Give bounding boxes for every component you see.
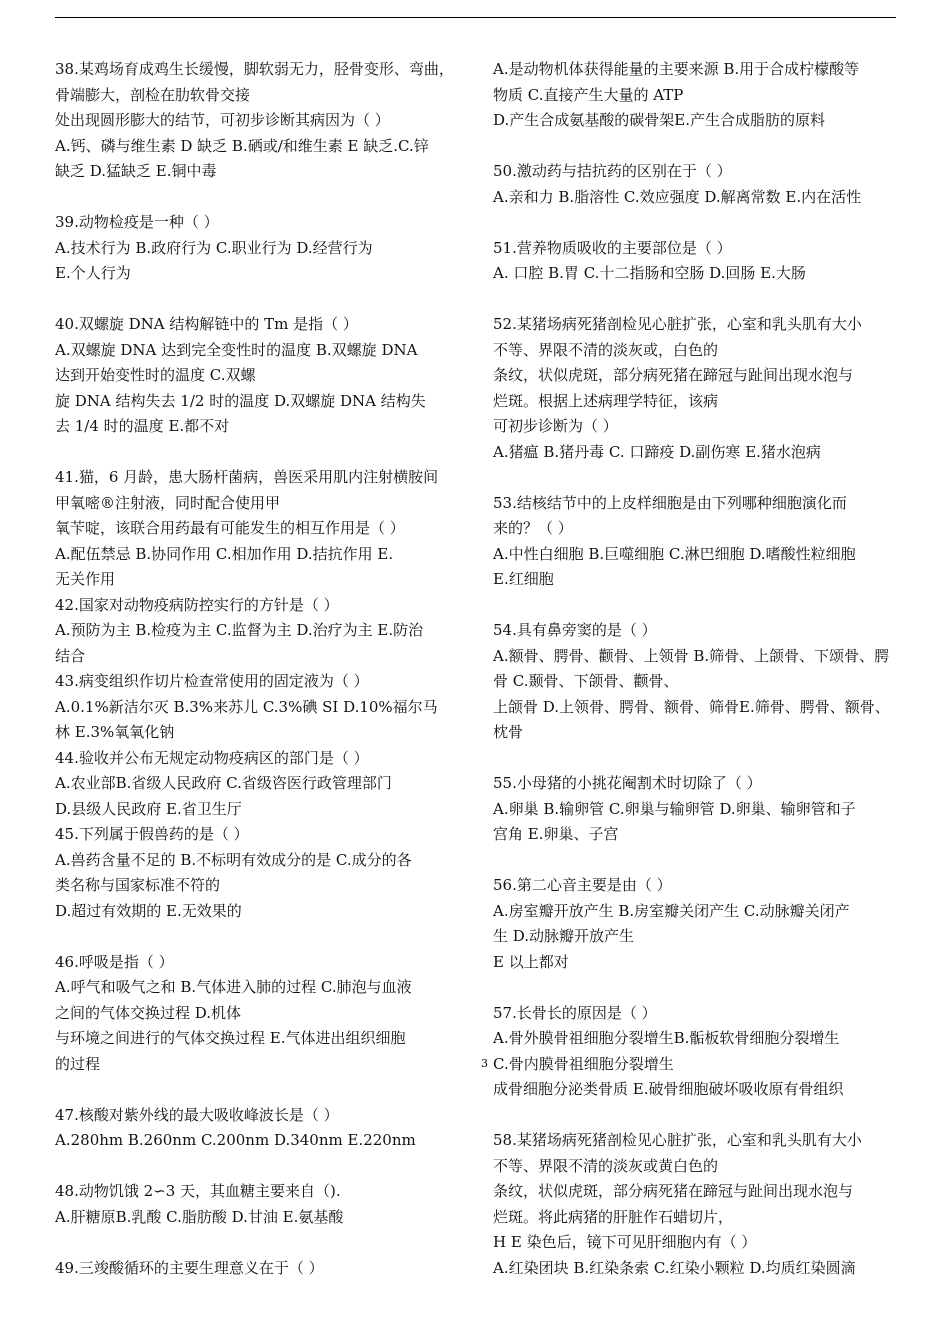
blank-line <box>493 287 913 313</box>
text-line: 缺乏 D.猛缺乏 E.铜中毒 <box>55 162 217 180</box>
text-line: 42.国家对动物疫病防控实行的方针是（ ） <box>55 595 339 614</box>
text-line: D.县级人民政府 E.省卫生厅 <box>55 799 242 818</box>
left-column <box>55 57 468 1281</box>
text-line: A.农业部B.省级人民政府 C.省级咨医行政管理部门 <box>55 774 392 792</box>
text-line: H E 染色后，镜下可见肝细胞内有（ ） <box>493 1233 757 1251</box>
text-line: 55.小母猪的小挑花阉割术时切除了（ ） <box>493 774 762 792</box>
text-line: 甲氧嘧®注射液，同时配合使用甲 <box>55 493 281 512</box>
blank-line <box>493 746 913 772</box>
blank-line <box>493 848 913 874</box>
text-line: 达到开始变性时的温度 C.双螺 <box>55 366 256 384</box>
text-line: 52.某猪场病死猪剖检见心脏扩张，心室和乳头肌有大小 <box>493 315 862 333</box>
text-line: A.亲和力 B.脂溶性 C.效应强度 D.解离常数 E.内在活性 <box>493 187 862 206</box>
text-line: 51.营养物质吸收的主要部位是（ ） <box>493 238 732 257</box>
blank-line <box>493 1103 913 1129</box>
text-line: 56.第二心音主要是由（ ） <box>493 876 672 894</box>
text-line: 氧苄啶，该联合用药最有可能发生的相互作用是（ ） <box>55 519 405 537</box>
text-line: 烂斑。根据上述病理学特征，该病 <box>493 391 719 410</box>
text-line: 去 1/4 时的温度 E.都不对 <box>55 417 230 435</box>
text-line: A.中性白细胞 B.巨噬细胞 C.淋巴细胞 D.嗜酸性粒细胞 <box>493 544 856 563</box>
text-line: 53.结核结节中的上皮样细胞是由下列哪种细胞演化而 <box>493 493 847 512</box>
text-line: 物质 C.直接产生大量的 ATP <box>493 85 684 104</box>
text-line: 处出现圆形膨大的结节，可初步诊断其病因为（ ） <box>55 111 390 129</box>
text-line: 烂斑。将此病猪的肝脏作石蜡切片， <box>493 1207 734 1226</box>
blank-line <box>55 185 468 211</box>
text-line: 57.长骨长的原因是（ ） <box>493 1003 657 1022</box>
text-line: 49.三竣酸循环的主要生理意义在于（ ） <box>55 1258 324 1277</box>
text-line: A.兽药含量不足的 B.不标明有效成分的是 C.成分的各 <box>55 850 412 869</box>
text-line: 50.激动药与拮抗药的区别在于（ ） <box>493 162 732 180</box>
text-line: 不等、界限不清的淡灰或黄白色的 <box>493 1156 719 1175</box>
text-line: 枕骨 <box>493 723 524 741</box>
blank-line <box>493 975 913 1001</box>
text-line: 结合 <box>55 646 86 665</box>
text-line: D.产生合成氨基酸的碳骨架E.产生合成脂肪的原料 <box>493 111 825 129</box>
text-line: A.280hm B.260nm C.200nm D.340nm E.220nm <box>55 1131 416 1149</box>
text-line: A.肝糖原B.乳酸 C.脂肪酸 D.甘油 E.氨基酸 <box>55 1207 344 1226</box>
text-line: A.是动物机体获得能量的主要来源 B.用于合成柠檬酸等 <box>493 60 860 78</box>
text-line: A.卵巢 B.输卵管 C.卵巢与输卵管 D.卵巢、输卵管和子 <box>493 799 856 818</box>
text-line: A.预防为主 B.检疫为主 C.监督为主 D.治疗为主 E.防治 <box>55 621 424 639</box>
blank-line <box>55 1154 468 1180</box>
text-line: 41.猫，6 月龄，患大肠杆菌病，兽医采用肌内注射横胺间 <box>55 468 439 486</box>
text-line: 40.双螺旋 DNA 结构解链中的 Tm 是指（ ） <box>55 315 358 333</box>
text-line: C.骨内膜骨祖细胞分裂增生 <box>493 1054 674 1073</box>
text-line: 可初步诊断为（ ） <box>493 417 618 435</box>
text-line: 39.动物检疫是一种（ ） <box>55 213 219 231</box>
text-line: 宫角 E.卵巢、子宫 <box>493 825 619 843</box>
text-line: 林 E.3%氧氧化钠 <box>55 723 175 741</box>
text-line: 的过程 <box>55 1054 101 1073</box>
text-line: 43.病变组织作切片检查常使用的固定液为（ ） <box>55 672 369 690</box>
text-line: A.骨外膜骨祖细胞分裂增生B.骺板软骨细胞分裂增生 <box>493 1029 840 1047</box>
text-line: 条纹，状似虎斑，部分病死猪在蹄冠与趾间出现水泡与 <box>493 1182 854 1200</box>
right-column <box>493 57 913 1281</box>
text-line: A.呼气和吸气之和 B.气体进入肺的过程 C.肺泡与血液 <box>55 978 412 996</box>
text-line: A.猪瘟 B.猪丹毒 C. 口蹄疫 D.副伤寒 E.猪水泡病 <box>493 442 821 461</box>
text-line: 45.下列属于假兽药的是（ ） <box>55 825 249 843</box>
text-line: 成骨细胞分泌类骨质 E.破骨细胞破坏吸收原有骨组织 <box>493 1080 844 1098</box>
blank-line <box>493 593 913 619</box>
blank-line <box>493 465 913 491</box>
page-number: 3 <box>481 1057 488 1070</box>
text-line: 旋 DNA 结构失去 1/2 时的温度 D.双螺旋 DNA 结构失 <box>55 391 426 410</box>
blank-line <box>493 210 913 236</box>
text-line: 无关作用 <box>55 570 116 588</box>
text-line: 38.某鸡场育成鸡生长缓慢，脚软弱无力，胫骨变形、弯曲， <box>55 60 454 78</box>
blank-line <box>55 924 468 950</box>
text-line: D.超过有效期的 E.无效果的 <box>55 901 242 920</box>
text-line: E 以上都对 <box>493 952 569 971</box>
blank-line <box>55 1230 468 1256</box>
text-line: A.钙、磷与维生素 D 缺乏 B.硒或/和维生素 E 缺乏.C.锌 <box>55 136 429 155</box>
text-line: A.配伍禁忌 B.协同作用 C.相加作用 D.拮抗作用 E. <box>55 544 394 563</box>
text-line: 类名称与国家标准不符的 <box>55 876 221 894</box>
text-line: 条纹，状似虎斑，部分病死猪在蹄冠与趾间出现水泡与 <box>493 366 854 384</box>
text-line: A.0.1%新洁尔灭 B.3%来苏儿 C.3%碘 SI D.10%福尔马 <box>55 697 438 716</box>
text-line: 48.动物饥饿 2∽3 天，其血糖主要来自（). <box>55 1182 341 1200</box>
text-line: 上颌骨 D.上领骨、腭骨、额骨、筛骨E.筛骨、腭骨、额骨、 <box>493 697 890 716</box>
blank-line <box>55 1077 468 1103</box>
text-line: A.技术行为 B.政府行为 C.职业行为 D.经营行为 <box>55 238 373 257</box>
blank-line <box>493 134 913 160</box>
text-line: A.房室瓣开放产生 B.房室瓣关闭产生 C.动脉瓣关闭产 <box>493 901 850 920</box>
text-line: 骨 C.颞骨、下颌骨、颧骨、 <box>493 672 679 690</box>
text-line: 47.核酸对紫外线的最大吸收峰波长是（ ） <box>55 1105 339 1124</box>
header-rule <box>55 17 896 18</box>
blank-line <box>55 287 468 313</box>
blank-line <box>55 440 468 466</box>
text-line: 生 D.动脉瓣开放产生 <box>493 927 635 945</box>
text-line: 来的？（ ） <box>493 519 573 537</box>
text-line: E.红细胞 <box>493 570 554 588</box>
text-line: A.红染团块 B.红染条索 C.红染小颗粒 D.均质红染圆滴 <box>493 1258 856 1277</box>
text-line: 44.验收并公布无规定动物疫病区的部门是（ ） <box>55 748 369 767</box>
text-line: 与环境之间进行的气体交换过程 E.气体进出组织细胞 <box>55 1029 406 1047</box>
text-line: 54.具有鼻旁窦的是（ ） <box>493 621 657 639</box>
text-line: A.额骨、腭骨、颧骨、上领骨 B.筛骨、上颌骨、下颂骨、腭 <box>493 646 890 665</box>
text-line: 之间的气体交换过程 D.机体 <box>55 1003 242 1022</box>
text-line: A.双螺旋 DNA 达到完全变性时的温度 B.双螺旋 DNA <box>55 340 418 359</box>
text-line: 46.呼吸是指（ ） <box>55 952 174 971</box>
text-line: 58.某猪场病死猪剖检见心脏扩张，心室和乳头肌有大小 <box>493 1131 862 1149</box>
text-line: A. 口腔 B.胃 C.十二指肠和空肠 D.回肠 E.大肠 <box>493 264 806 282</box>
text-line: E.个人行为 <box>55 264 131 282</box>
text-line: 骨端膨大，剖检在肋软骨交接 <box>55 85 251 104</box>
text-line: 不等、界限不清的淡灰或，白色的 <box>493 340 719 359</box>
